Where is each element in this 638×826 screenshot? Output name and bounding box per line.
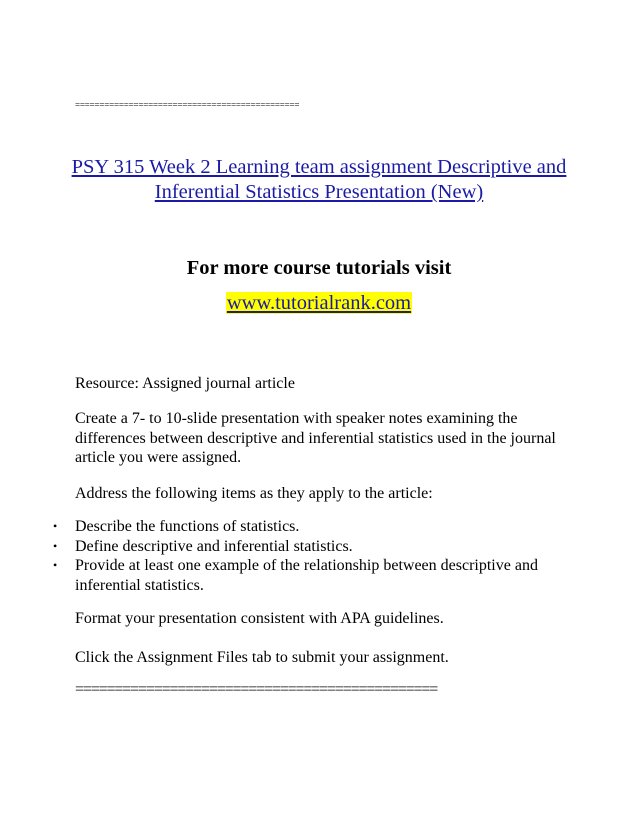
bullet-list <box>53 517 575 595</box>
format-paragraph: Format your presentation consistent with APA guidelines. <box>75 610 444 627</box>
site-link[interactable]: www.tutorialrank.com <box>226 292 412 314</box>
list-item <box>53 517 575 537</box>
site-link-container <box>40 291 598 317</box>
bullet-icon: • <box>53 538 58 553</box>
list-item <box>53 537 575 557</box>
title-link[interactable]: PSY 315 Week 2 Learning team assignment Descriptive and Inferential Statistics Presentation (New) <box>71 156 567 203</box>
page-title <box>40 155 598 205</box>
list-item <box>53 556 575 595</box>
submit-paragraph: Click the Assignment Files tab to submit your assignment. <box>75 649 449 666</box>
bullet-icon: • <box>53 519 58 533</box>
instructions-paragraph: Create a 7- to 10-slide presentation with speaker notes examining the differences between descriptive and inferential statistics used in the journal article you were assigned. <box>75 410 556 466</box>
visit-heading: For more course tutorials visit <box>186 257 452 279</box>
list-item-text: Provide at least one example of the relationship between descriptive and inferential statistics. <box>75 557 538 594</box>
address-paragraph: Address the following items as they apply to the article: <box>75 485 433 502</box>
bottom-divider-rule: ============================================== <box>75 681 438 698</box>
resource-paragraph: Resource: Assigned journal article <box>75 375 295 392</box>
bullet-icon: • <box>53 558 58 572</box>
list-item-text: Define descriptive and inferential statistics. <box>75 537 353 555</box>
list-item-text: Describe the functions of statistics. <box>75 518 300 535</box>
top-divider-rule: ============================================== <box>75 100 300 110</box>
